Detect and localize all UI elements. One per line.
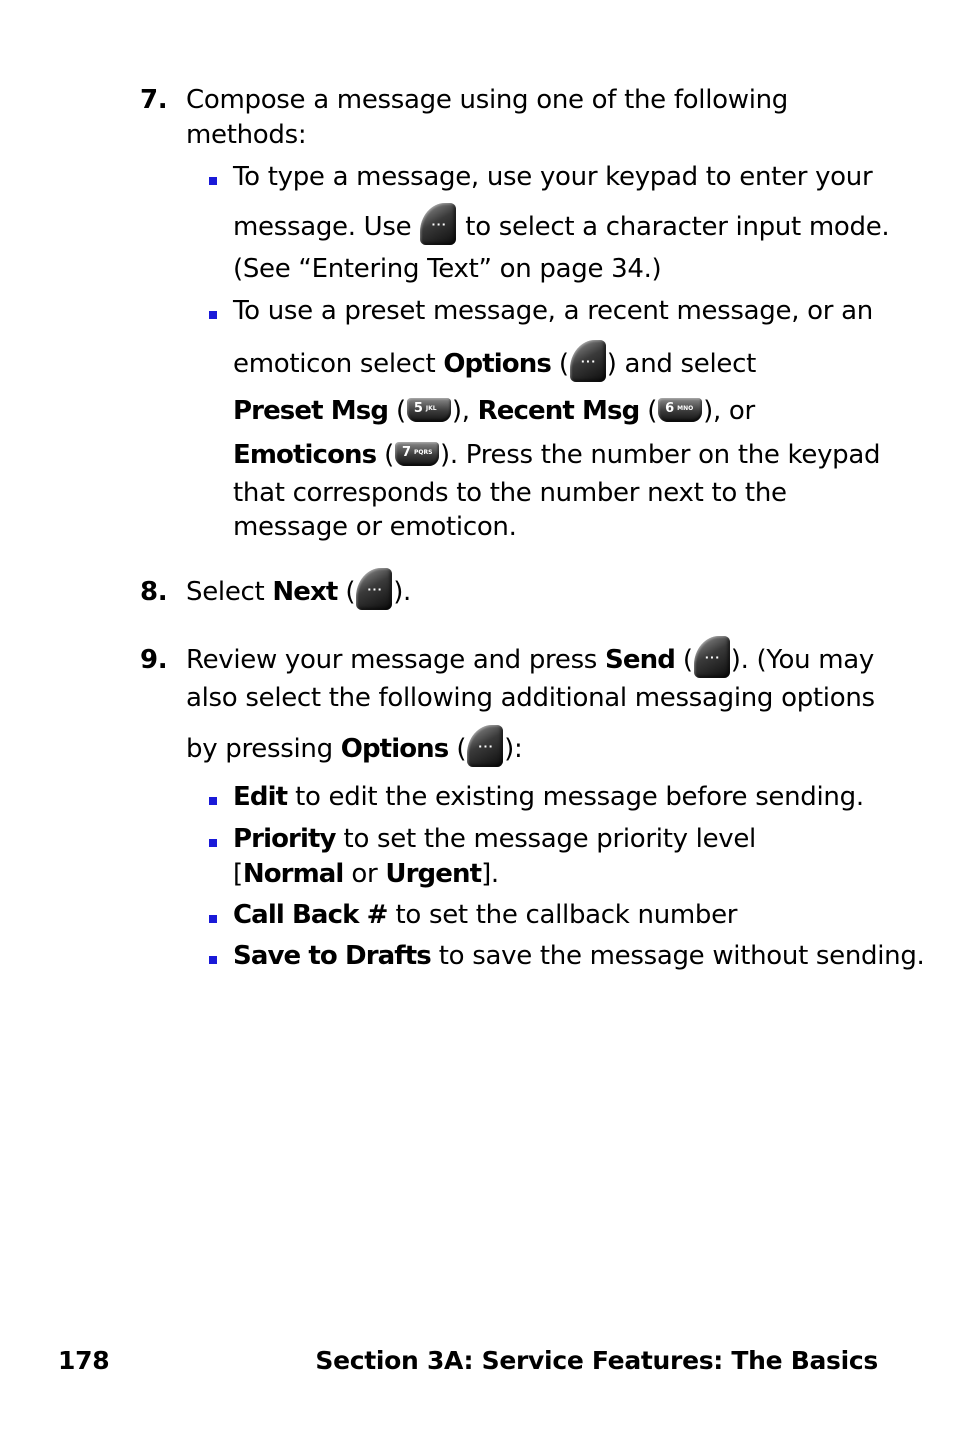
bullet-2-line-3: Preset Msg ( 5 JKL ), Recent Msg ( 6 MNO ), or <box>233 396 755 426</box>
option-call-back <box>233 898 737 932</box>
key-5-letters: JKL <box>425 404 437 412</box>
key-7-icon <box>395 442 439 466</box>
softkey-icon <box>694 636 730 678</box>
key-7-letters: PQRS <box>414 448 433 456</box>
option-bold: Priority <box>233 824 336 854</box>
step-8-text: Select Next ( ··· ). <box>186 575 411 610</box>
step-8-post: ). <box>393 577 412 607</box>
step-9-line-3: by pressing Options ( ··· ): <box>186 732 522 767</box>
bullet-2-line-4: Emoticons ( 7 PQRS ). Press the number on the keypad <box>233 440 881 470</box>
option-text: to edit the existing message before sending. <box>295 782 864 812</box>
softkey-dots: ··· <box>478 739 494 753</box>
step-9-line-2: also select the following additional messaging options <box>186 683 875 713</box>
bullet-2-line-1: To use a preset message, a recent message, or an <box>233 296 873 326</box>
step-9-line-3-pre: by pressing <box>186 734 333 764</box>
bullet-1-line-2-post: to select a character input mode. <box>465 212 890 242</box>
bullet-square <box>209 956 217 964</box>
urgent-label: Urgent <box>385 859 482 889</box>
step-7-number: 7. <box>140 85 168 115</box>
step-9-line-1-post: ). (You may <box>730 645 874 675</box>
step-9-number: 9. <box>140 645 168 675</box>
key-6-icon <box>658 398 702 422</box>
emoticons-label: Emoticons <box>233 440 377 470</box>
bullet-2-line-5: that corresponds to the number next to the <box>233 478 787 508</box>
option-text: to set the callback number <box>395 900 738 930</box>
bullet-square <box>209 915 217 923</box>
option-bold: Call Back # <box>233 900 388 930</box>
step-9-line-1-pre: Review your message and press <box>186 645 598 675</box>
bullet-1-line-1: To type a message, use your keypad to enter your <box>233 162 873 192</box>
step-9-line-3-post: ): <box>504 734 523 764</box>
softkey-icon <box>467 725 503 767</box>
bullet-2-line-2-pre: emoticon select <box>233 349 436 379</box>
softkey-icon <box>570 340 606 382</box>
bullet-square <box>209 839 217 847</box>
or-word: or <box>351 859 378 889</box>
step-7-text-line-1: Compose a message using one of the following <box>186 85 789 115</box>
bullet-2-line-2: emoticon select Options ( ··· ) and select <box>233 347 756 382</box>
next-label: Next <box>272 577 338 607</box>
key-6-number: 6 <box>665 400 674 416</box>
bullet-1-line-3: (See “Entering Text” on page 34.) <box>233 254 662 284</box>
bullet-2-line-6: message or emoticon. <box>233 512 517 542</box>
bracket-open: [ <box>233 859 243 889</box>
softkey-dots: ··· <box>367 582 383 596</box>
normal-label: Normal <box>242 859 344 889</box>
option-save-to-drafts <box>233 939 925 973</box>
bullet-1-line-2 <box>233 210 889 245</box>
option-bold: Edit <box>233 782 288 812</box>
step-7-text-line-2: methods: <box>186 120 307 150</box>
key-5-icon <box>407 398 451 422</box>
bullet-square <box>209 797 217 805</box>
bullet-square <box>209 177 217 185</box>
options-label: Options <box>443 349 551 379</box>
send-label: Send <box>605 645 675 675</box>
page-number: 178 <box>58 1346 110 1375</box>
softkey-icon <box>356 568 392 610</box>
bracket-close: ]. <box>481 859 499 889</box>
preset-msg-label: Preset Msg <box>233 396 389 426</box>
softkey-icon <box>420 203 456 245</box>
options-label: Options <box>340 734 449 764</box>
or-text: ), or <box>703 396 755 426</box>
softkey-dots: ··· <box>580 354 597 368</box>
option-text: to set the message priority level <box>343 824 756 854</box>
bullet-2-line-4-post: ). Press the number on the keypad <box>440 440 881 470</box>
section-title: Section 3A: Service Features: The Basics <box>315 1346 878 1375</box>
recent-msg-label: Recent Msg <box>477 396 640 426</box>
softkey-dots: ··· <box>431 217 447 231</box>
key-5-number: 5 <box>413 400 423 416</box>
option-edit <box>233 780 864 814</box>
key-6-letters: MNO <box>677 404 694 412</box>
bullet-square <box>209 311 217 319</box>
step-8-pre: Select <box>186 577 265 607</box>
option-priority <box>233 822 756 856</box>
key-7-number: 7 <box>402 444 411 460</box>
step-9-line-1: Review your message and press Send ( ··· ). (You may <box>186 643 874 678</box>
step-8-number: 8. <box>140 577 168 607</box>
option-bold: Save to Drafts <box>233 941 431 971</box>
softkey-dots: ··· <box>704 650 721 664</box>
bullet-1-line-2-pre: message. Use <box>233 212 412 242</box>
bullet-2-line-2-post: ) and select <box>606 349 756 379</box>
option-text: to save the message without sending. <box>438 941 925 971</box>
option-priority-line-2 <box>233 857 499 891</box>
